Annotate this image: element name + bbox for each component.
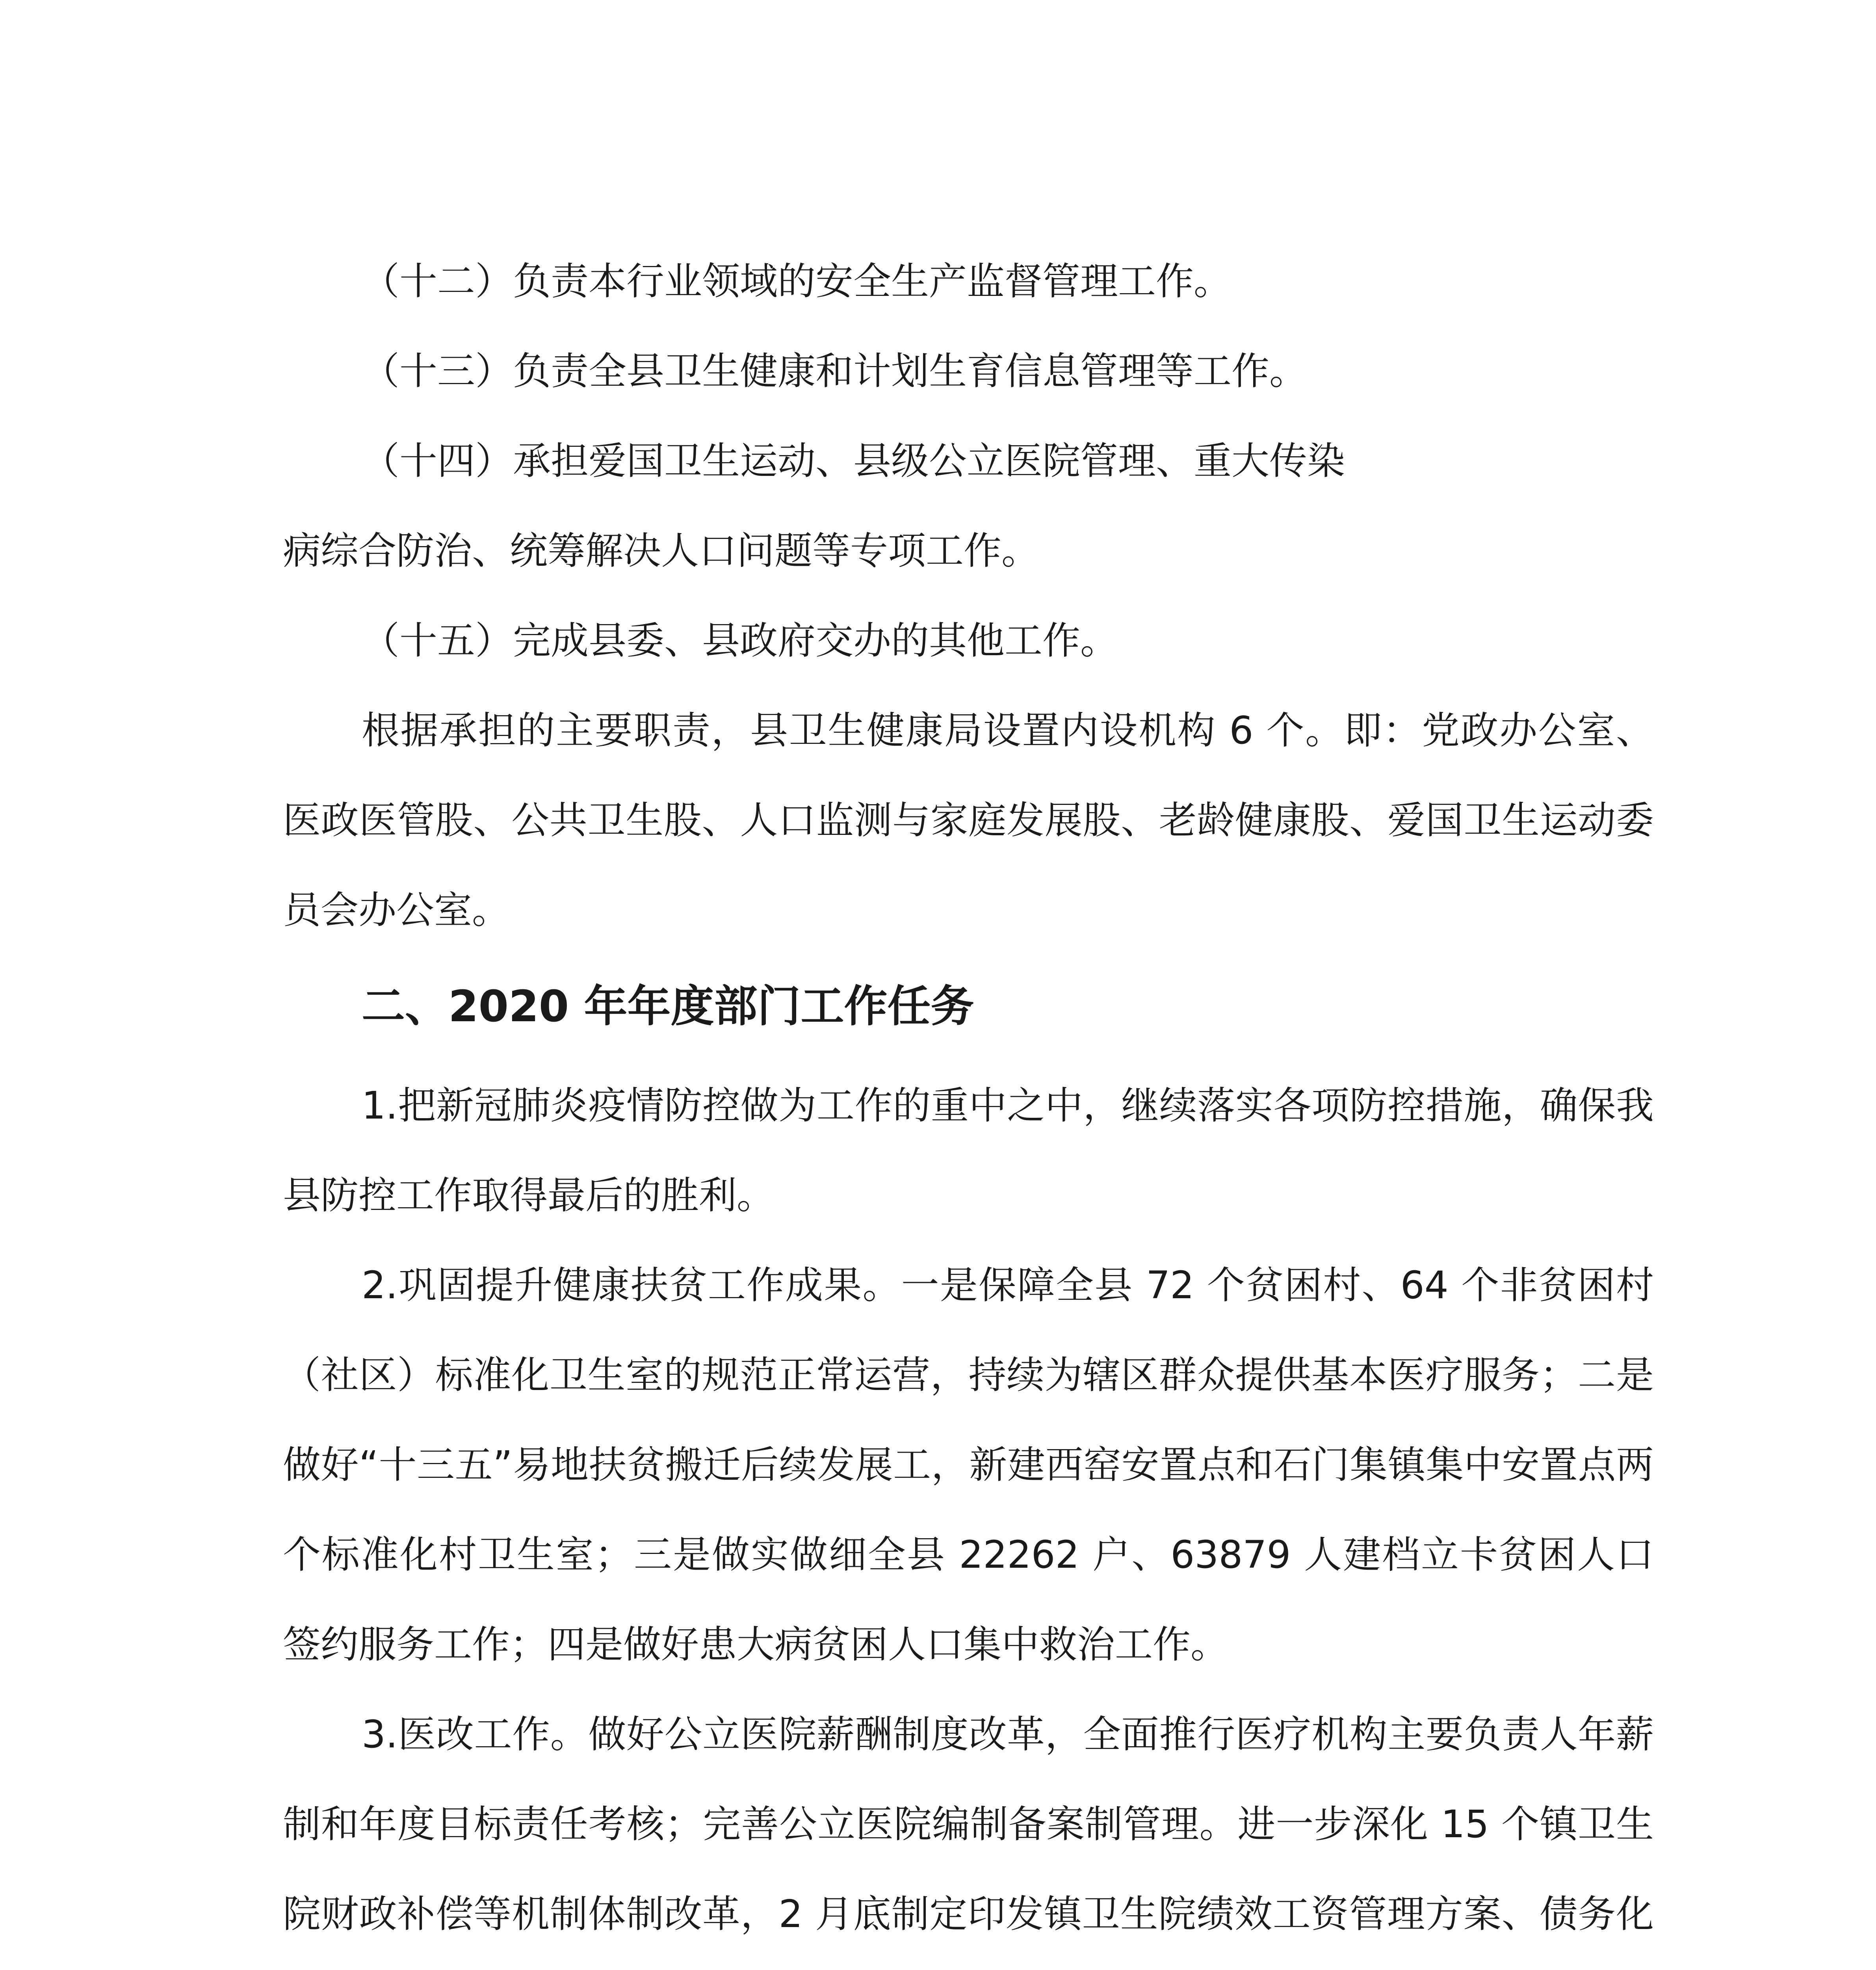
- duty-item-12: （十二）负责本行业领域的安全生产监督管理工作。: [362, 259, 1231, 303]
- task-item-1: 1.把新冠肺炎疫情防控做为工作的重中之中，继续落实各项防控措施，确保我县防控工作取得最后的胜利。: [283, 1084, 1654, 1217]
- duty-item-15: （十五）完成县委、县政府交办的其他工作。: [362, 619, 1118, 663]
- document-body: [283, 236, 1654, 1970]
- structure-paragraph: 根据承担的主要职责，县卫生健康局设置内设机构 6 个。即：党政办公室、医政医管股、公共卫生股、人口监测与家庭发展股、老龄健康股、爱国卫生运动委员会办公室。: [283, 708, 1654, 932]
- task-item-3: 3.医改工作。做好公立医院薪酬制度改革，全面推行医疗机构主要负责人年薪制和年度目标责任考核；完善公立医院编制备案制管理。进一步深化 15 个镇卫生院财政补偿等机制体制改革，2 月底制定印发镇卫生院绩效工资管理方案、债务化: [283, 1712, 1654, 1936]
- duty-item-14-continued: 病综合防治、统筹解决人口问题等专项工作。: [283, 529, 1039, 573]
- duty-item-13: （十三）负责全县卫生健康和计划生育信息管理等工作。: [362, 349, 1307, 393]
- section-heading: 二、2020 年年度部门工作任务: [362, 981, 974, 1031]
- task-item-2: 2.巩固提升健康扶贫工作成果。一是保障全县 72 个贫困村、64 个非贫困村（社区）标准化卫生室的规范正常运营，持续为辖区群众提供基本医疗服务；二是做好“十三五”易地扶贫搬迁后续发展工，新建西窑安置点和石门集镇集中安置点两个标准化村卫生室；三是做实做细全县 22262 户、63879 人建档立卡贫困人口签约服务工作；四是做好患大病贫困人口集中救治工作。: [283, 1263, 1654, 1667]
- duty-item-14: （十四）承担爱国卫生运动、县级公立医院管理、重大传染: [362, 439, 1345, 483]
